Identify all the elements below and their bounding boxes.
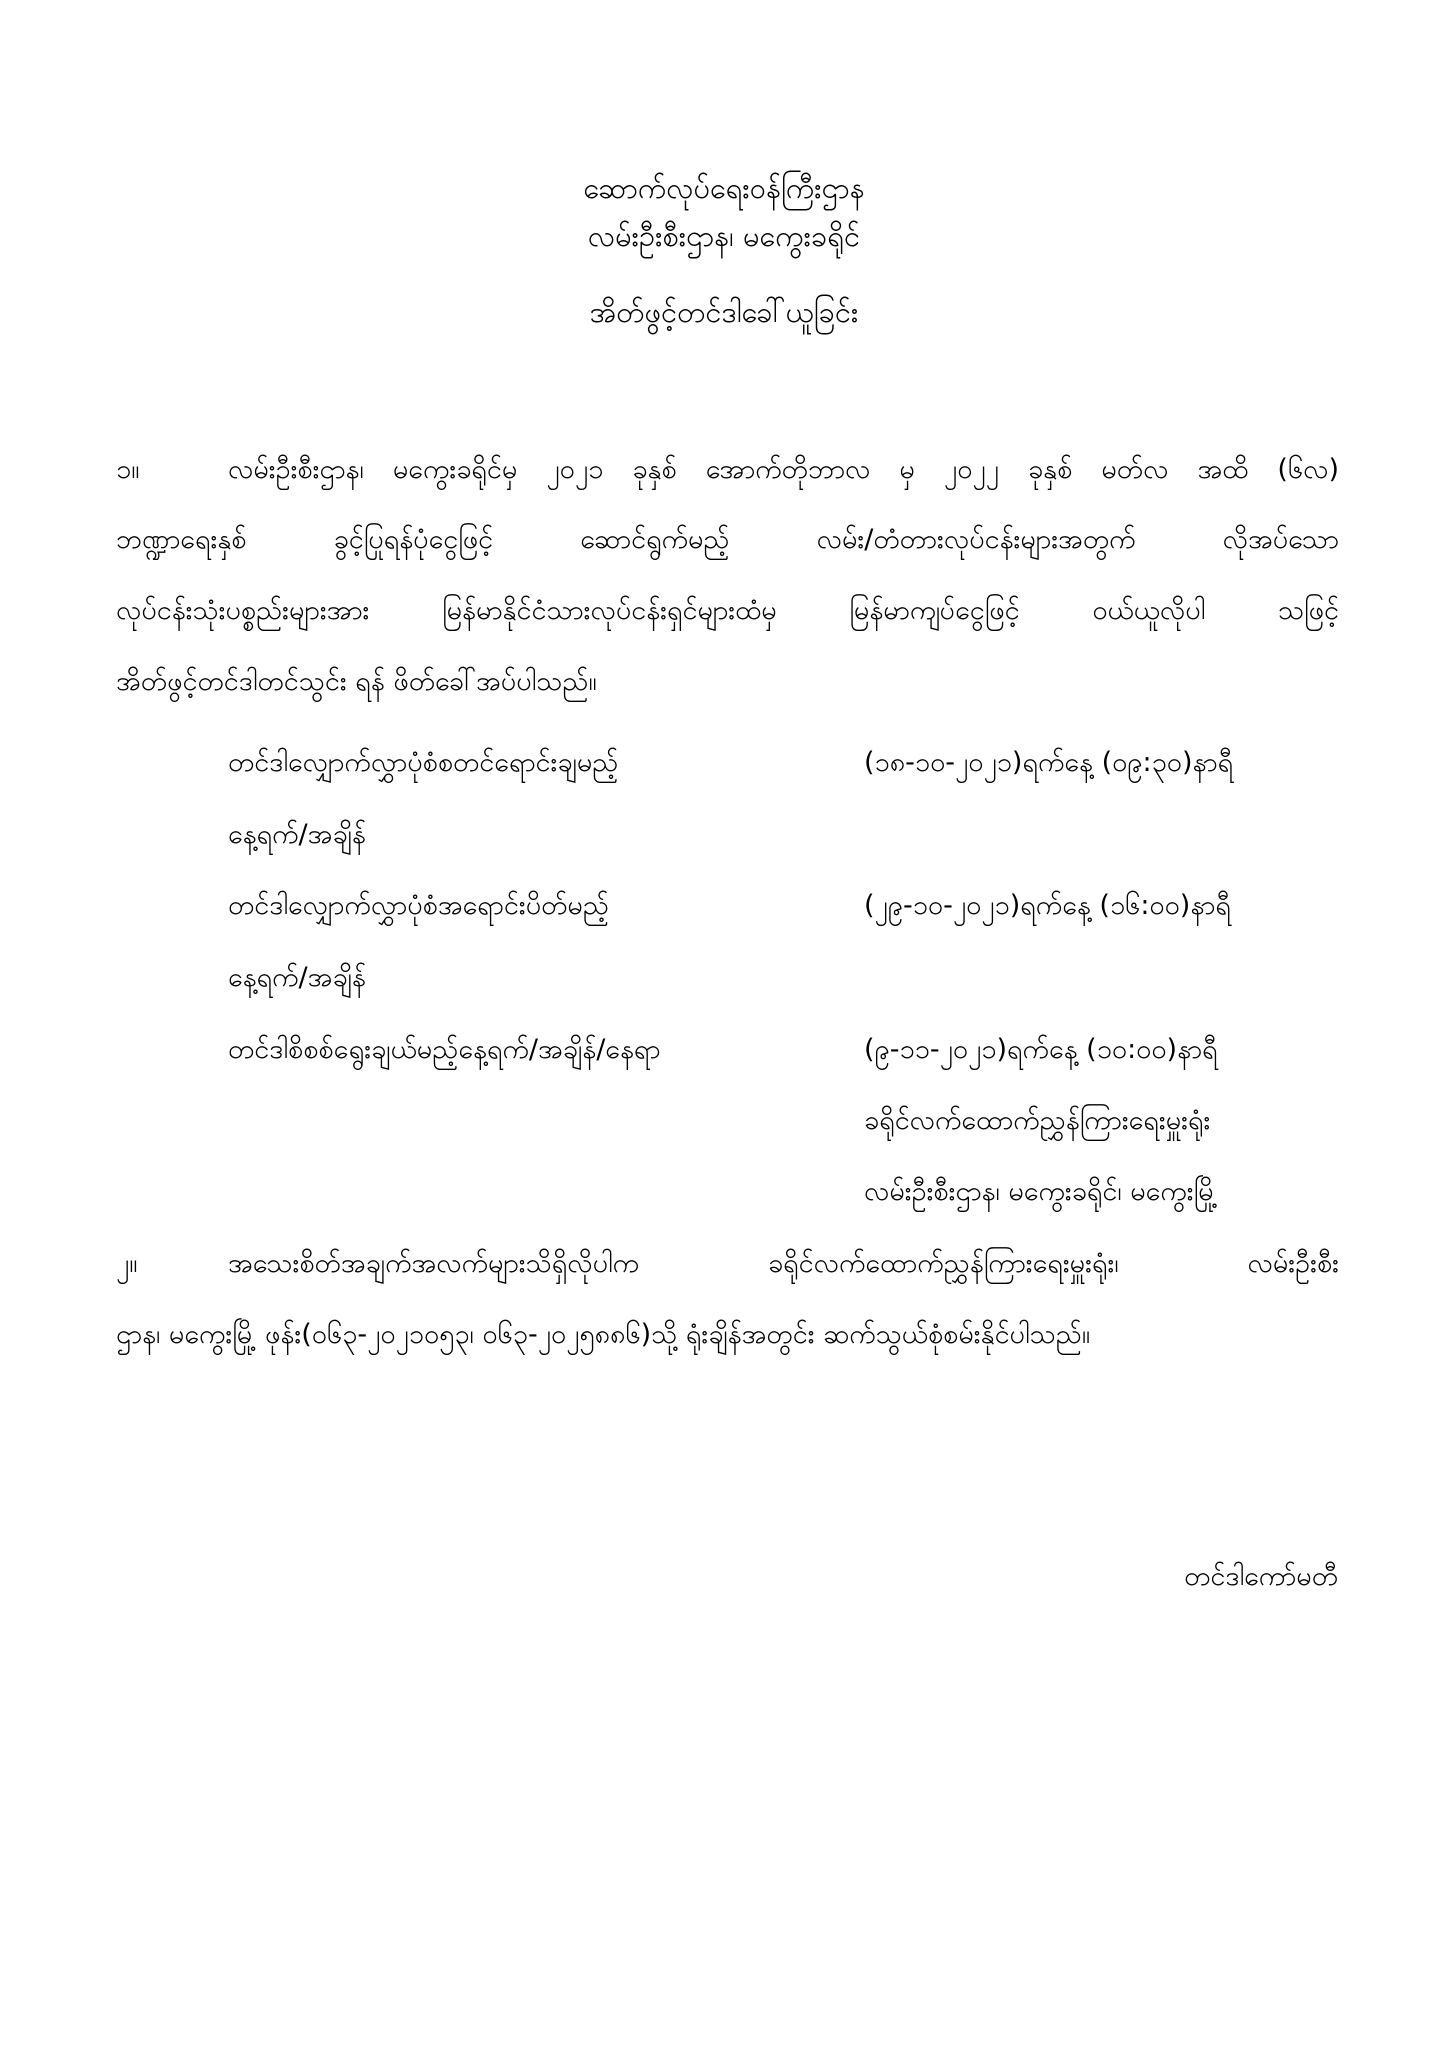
paragraph-2-line-1: အသေးစိတ်အချက်အလက်များသိရှိလိုပါက ခရိုင်လက်ထောက်ညွှန်ကြားရေးမှူးရုံး၊ လမ်းဦးစီး [228, 1248, 1339, 1279]
schedule-evaluation-location: လမ်းဦးစီးဌာန၊ မကွေးခရိုင်၊ မကွေးမြို့ [864, 1176, 1218, 1207]
schedule-sale-start-label-cont: နေ့ရက်/အချိန် [228, 819, 366, 850]
paragraph-1-line-1: လမ်းဦးစီးဌာန၊ မကွေးခရိုင်မှ ၂၀၂၁ ခုနှစ် အောက်တိုဘာလ မှ ၂၀၂၂ ခုနှစ် မတ်လ အထိ (၆လ) [228, 454, 1339, 485]
schedule-sale-close-value: (၂၉-၁၀-၂၀၂၁)ရက်နေ့ (၁၆:၀၀)နာရီ [864, 890, 1231, 921]
schedule-sale-close-label-cont: နေ့ရက်/အချိန် [228, 962, 366, 993]
tender-committee-signature: တင်ဒါကော်မတီ [1184, 1561, 1338, 1592]
schedule-sale-start-value: (၁၈-၁၀-၂၀၂၁)ရက်နေ့ (၀၉:၃၀)နာရီ [864, 747, 1234, 778]
ministry-heading: ဆောက်လုပ်ရေးဝန်ကြီးဌာန [583, 171, 865, 205]
paragraph-1-number: ၁။ [116, 454, 140, 485]
paragraph-2-number: ၂။ [116, 1248, 138, 1279]
schedule-evaluation-value: (၉-၁၁-၂၀၂၁)ရက်နေ့ (၁၀:၀၀)နာရီ [864, 1034, 1218, 1065]
schedule-sale-start-label: တင်ဒါလျှောက်လွှာပုံစံစတင်ရောင်းချမည့် [228, 747, 619, 778]
schedule-evaluation-label: တင်ဒါစိစစ်ရွေးချယ်မည့်နေ့ရက်/အချိန်/နေရာ [228, 1034, 661, 1065]
schedule-evaluation-office: ခရိုင်လက်ထောက်ညွှန်ကြားရေးမှူးရုံး [864, 1105, 1211, 1136]
schedule-sale-close-label: တင်ဒါလျှောက်လွှာပုံစံအရောင်းပိတ်မည့် [228, 890, 609, 921]
paragraph-2-line-2: ဌာန၊ မကွေးမြို့ ဖုန်း(၀၆၃-၂၀၂၁၀၅၃၊ ၀၆၃-၂၀၂၅၈၈၆)သို့ ရုံးချိန်အတွင်း ဆက်သွယ်စုံစမ်းနိုင်ပါသည်။ [116, 1319, 1090, 1350]
notice-title: အိတ်ဖွင့်တင်ဒါခေါ်ယူခြင်း [589, 295, 859, 329]
paragraph-1-line-3: လုပ်ငန်းသုံးပစ္စည်းများအား မြန်မာနိုင်ငံသားလုပ်ငန်းရှင်များထံမှ မြန်မာကျပ်ငွေဖြင့် ဝယ်ယူလိုပါ သဖြင့် [116, 595, 1339, 626]
paragraph-1-line-4: အိတ်ဖွင့်တင်ဒါတင်သွင်း ရန် ဖိတ်ခေါ်အပ်ပါသည်။ [116, 666, 597, 697]
department-heading: လမ်းဦးစီးဌာန၊ မကွေးခရိုင် [587, 219, 861, 253]
paragraph-1-line-2: ဘဏ္ဍာရေးနှစ် ခွင့်ပြုရန်ပုံငွေဖြင့် ဆောင်ရွက်မည့် လမ်း/တံတားလုပ်ငန်းများအတွက် လိုအပ်သော [116, 524, 1339, 555]
